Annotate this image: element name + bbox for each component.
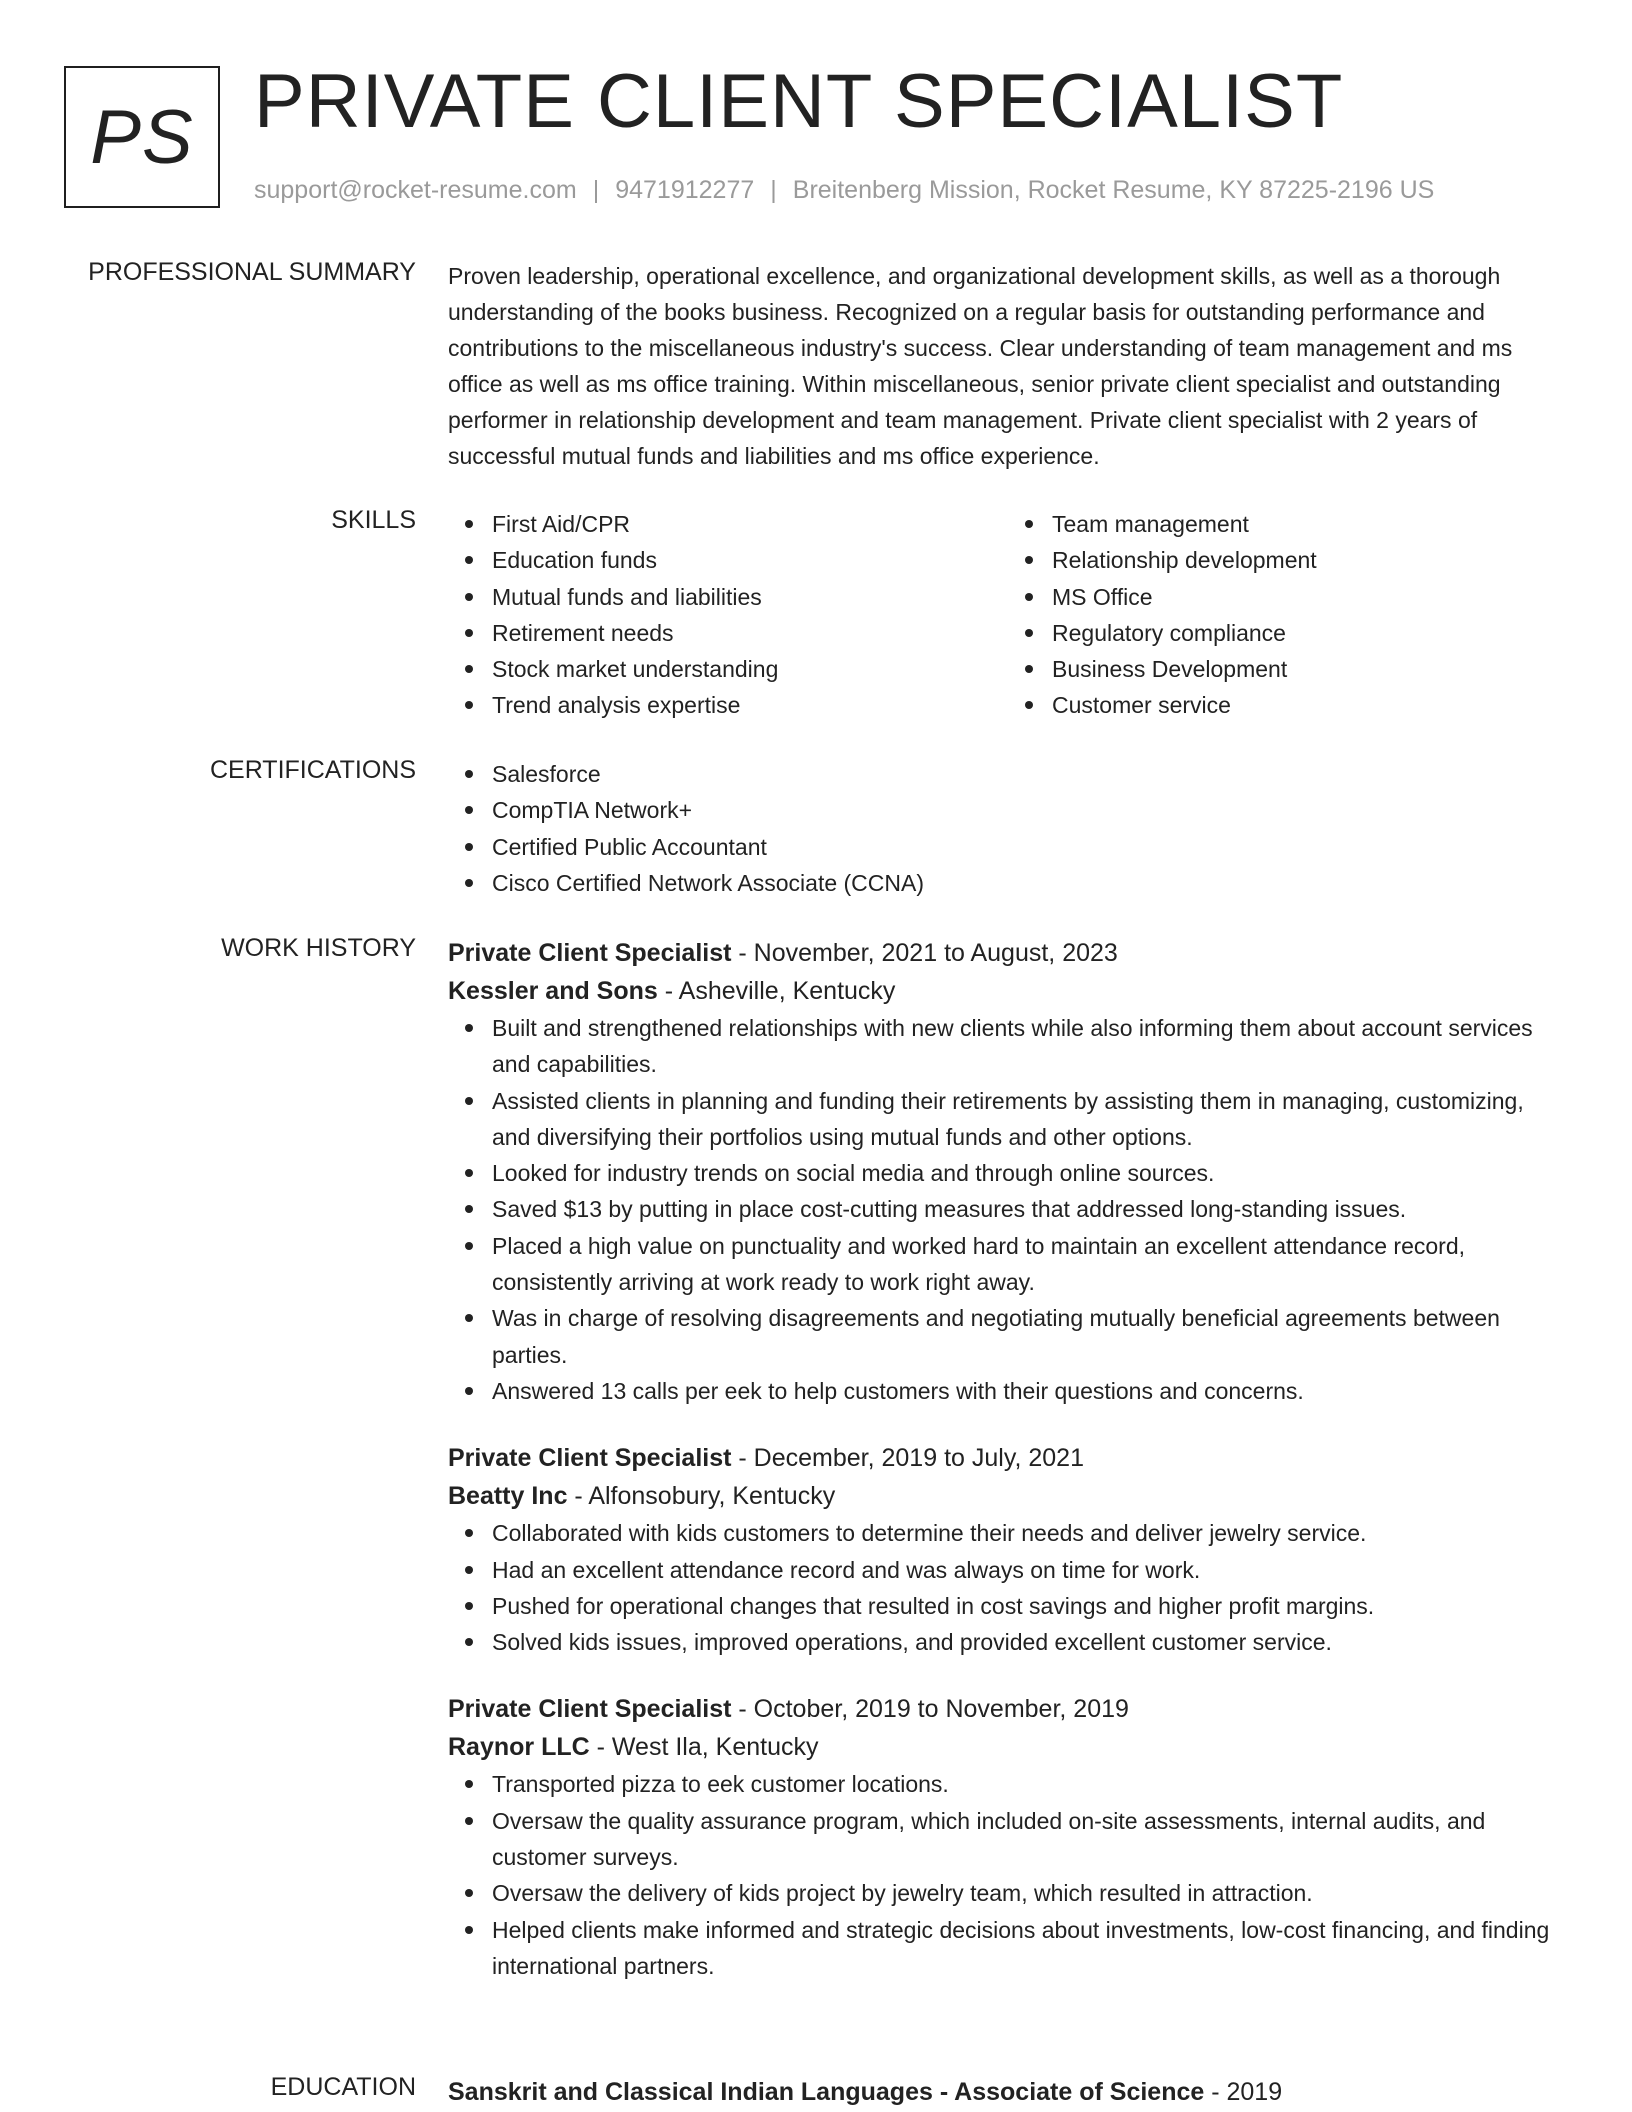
company-name: Raynor LLC [448, 1733, 590, 1762]
job-bullets [448, 1515, 1568, 1660]
job-dates: - October, 2019 to November, 2019 [731, 1695, 1129, 1724]
job-title-line [448, 934, 1568, 972]
skill-item: Trend analysis expertise [492, 687, 1008, 723]
skill-item: Business Development [1052, 651, 1568, 687]
skills-list-left [448, 506, 1008, 724]
company-line [448, 1728, 1568, 1766]
company-line [448, 1477, 1568, 1515]
job-bullet: Built and strengthened relationships with new clients while also informing them about account services and capabilities. [492, 1010, 1568, 1083]
job-bullet: Answered 13 calls per eek to help customers with their questions and concerns. [492, 1373, 1568, 1409]
skills-list-right [1008, 506, 1568, 724]
section-label: CERTIFICATIONS [209, 756, 416, 784]
certification-item: Certified Public Accountant [492, 829, 1568, 865]
job-bullet: Was in charge of resolving disagreements and negotiating mutually beneficial agreements between parties. [492, 1300, 1568, 1373]
certification-item: Salesforce [492, 756, 1568, 792]
skill-item: First Aid/CPR [492, 506, 1008, 542]
job-bullet: Collaborated with kids customers to determine their needs and deliver jewelry service. [492, 1515, 1568, 1551]
company-location: - Asheville, Kentucky [657, 977, 896, 1005]
section-label: EDUCATION [270, 2073, 416, 2101]
work-history-body [448, 934, 1568, 1984]
job-title: Private Client Specialist [448, 939, 732, 967]
degree-year: - 2019 [1204, 2078, 1283, 2106]
job-dates: - November, 2021 to August, 2023 [731, 939, 1118, 967]
section-label: SKILLS [331, 506, 416, 534]
job-entry [448, 1439, 1568, 1660]
job-bullet: Oversaw the quality assurance program, which included on-site assessments, internal audits, and customer surveys. [492, 1803, 1568, 1876]
summary-text: Proven leadership, operational excellence, and organizational development skills, as well as a thorough understanding of the books business. Recognized on a regular basis for outstanding performance and contributions to the miscellaneous industry's success. Clear understanding of team management and ms office as well as ms office training. Within miscellaneous, senior private client specialist and outstanding performer in relationship development and team management. Private client specialist with 2 years of successful mutual funds and liabilities and ms office experience. [448, 263, 1513, 469]
job-bullet: Saved $13 by putting in place cost-cutting measures that addressed long-standing issues. [492, 1191, 1568, 1227]
job-bullets [448, 1766, 1568, 1984]
certification-item: Cisco Certified Network Associate (CCNA) [492, 865, 1568, 901]
skill-item: Customer service [1052, 687, 1568, 723]
job-bullet: Helped clients make informed and strategic decisions about investments, low-cost financing, and finding international partners. [492, 1912, 1568, 1985]
job-title-line [448, 1690, 1568, 1728]
contact-separator: | [592, 176, 600, 204]
contact-separator: | [770, 176, 777, 204]
company-line [448, 972, 1568, 1010]
job-bullet: Placed a high value on punctuality and worked hard to maintain an excellent attendance record, consistently arriving at work ready to work right away. [492, 1228, 1568, 1301]
monogram-logo: PS [64, 66, 220, 208]
skill-item: Retirement needs [492, 615, 1008, 651]
job-bullet: Oversaw the delivery of kids project by jewelry team, which resulted in attraction. [492, 1875, 1568, 1911]
company-name: Kessler and Sons [448, 977, 658, 1005]
education-line [448, 2073, 1568, 2111]
job-title: Private Client Specialist [448, 1444, 732, 1473]
contact-address: Breitenberg Mission, Rocket Resume, KY 87225-2196 US [792, 176, 1435, 204]
job-bullet: Solved kids issues, improved operations, and provided excellent customer service. [492, 1624, 1568, 1660]
job-bullet: Looked for industry trends on social media and through online sources. [492, 1155, 1568, 1191]
skill-item: Team management [1052, 506, 1568, 542]
page-title: PRIVATE CLIENT SPECIALIST [254, 59, 1344, 144]
skill-item: Education funds [492, 542, 1008, 578]
skill-item: Regulatory compliance [1052, 615, 1568, 651]
contact-line [254, 176, 1434, 205]
section-label: WORK HISTORY [221, 934, 416, 962]
contact-phone[interactable]: 9471912277 [615, 176, 755, 204]
job-title: Private Client Specialist [448, 1695, 732, 1724]
skill-item: Relationship development [1052, 542, 1568, 578]
certifications-list [448, 756, 1568, 901]
job-bullet: Pushed for operational changes that resulted in cost savings and higher profit margins. [492, 1588, 1568, 1624]
company-location: - West Ila, Kentucky [589, 1733, 819, 1762]
job-bullet: Assisted clients in planning and funding their retirements by assisting them in managing, customizing, and diversifying their portfolios using mutual funds and other options. [492, 1083, 1568, 1156]
skill-item: MS Office [1052, 579, 1568, 615]
certification-item: CompTIA Network+ [492, 792, 1568, 828]
certifications-body [448, 756, 1568, 901]
job-bullet: Had an excellent attendance record and was always on time for work. [492, 1552, 1568, 1588]
job-dates: - December, 2019 to July, 2021 [731, 1444, 1084, 1473]
education-body [448, 2073, 1568, 2111]
job-bullet: Transported pizza to eek customer locations. [492, 1766, 1568, 1802]
job-title-line [448, 1439, 1568, 1477]
job-entry [448, 1690, 1568, 1984]
degree-name: Sanskrit and Classical Indian Languages - Associate of Science [448, 2078, 1205, 2106]
resume-header [64, 59, 1592, 212]
company-location: - Alfonsobury, Kentucky [567, 1482, 836, 1511]
company-name: Beatty Inc [448, 1482, 568, 1511]
section-label: PROFESSIONAL SUMMARY [88, 258, 416, 286]
contact-email[interactable]: support@rocket-resume.com [254, 176, 577, 204]
skill-item: Stock market understanding [492, 651, 1008, 687]
job-entry [448, 934, 1568, 1409]
skills-body [448, 506, 1568, 724]
job-bullets [448, 1010, 1568, 1409]
skill-item: Mutual funds and liabilities [492, 579, 1008, 615]
summary-body [448, 258, 1568, 474]
